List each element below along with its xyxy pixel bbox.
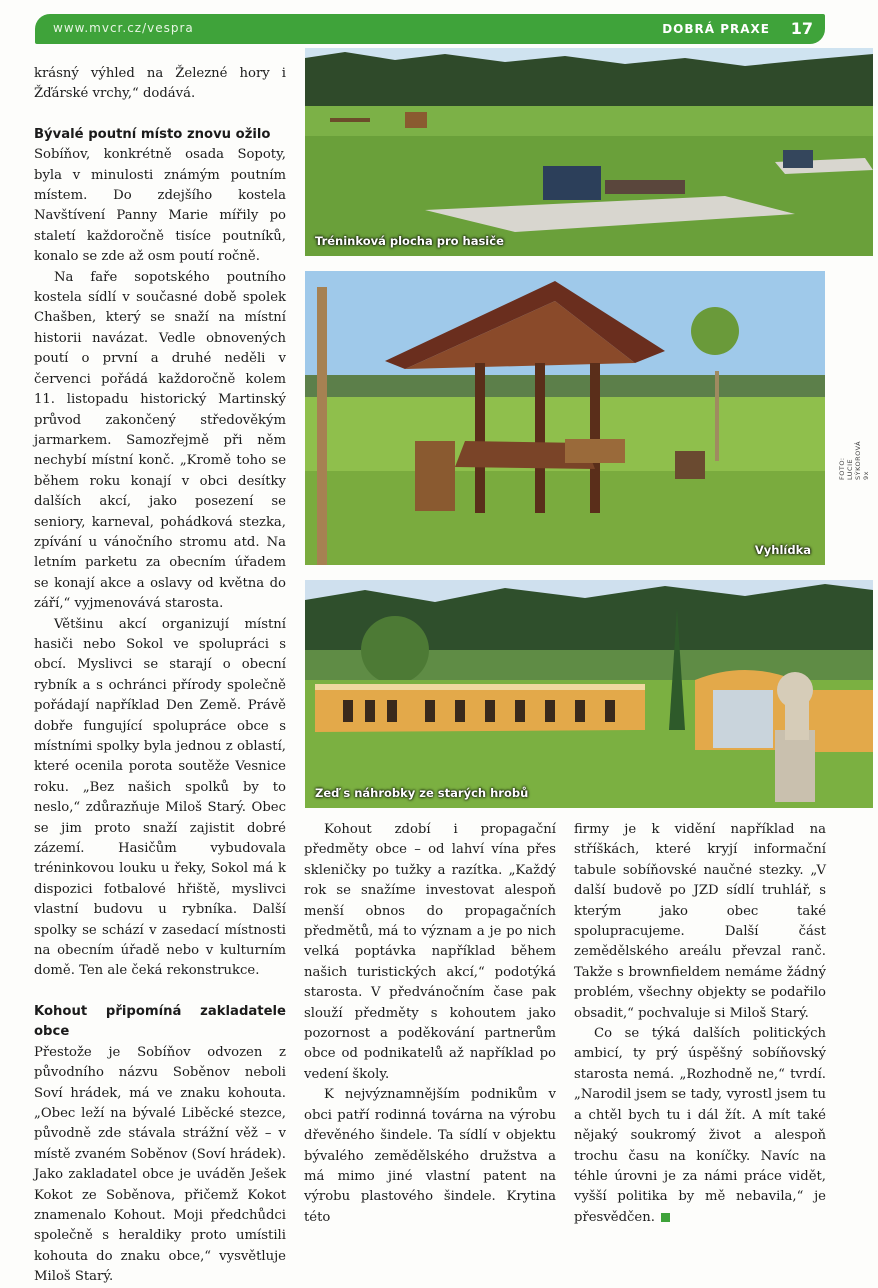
photo-credit: FOTO: LUCIE SÝKOROVÁ 9x <box>838 440 870 480</box>
photo-lookout <box>305 271 825 565</box>
photo-caption: Zeď s náhrobky ze starých hrobů <box>315 786 529 800</box>
photo-caption: Tréninková plocha pro hasiče <box>315 234 504 248</box>
website-link[interactable]: www.mvcr.cz/vespra <box>53 21 194 35</box>
paragraph: Sobíňov, konkrétně osada Sopoty, byla v minulosti známým poutním místem. Do zdejšího kostela Navštívení Panny Marie mířily po staletí každoročně tisíce poutníků, konalo se zde až osm poutí ročně. <box>34 147 286 265</box>
article-column-2 <box>304 820 556 1228</box>
end-of-article-mark <box>661 1213 670 1222</box>
photo-training-area <box>305 48 873 256</box>
closing-paragraph-text: Co se týká dalších politických ambicí, ty prý úspěšný sobíňovský starosta nemá. „Rozhodně ne,“ tvrdí. „Narodil jsem se tady, vyrostl jsem tu a chtěl bych tu i dál žít. A mít také nějaký soukromý život a alespoň trochu času na koníčky. Navíc na téhle úrovni je za námi práce vidět, vyšší politika by mě nebavila,“ je přesvědčen. <box>574 1026 826 1225</box>
paragraph <box>574 1024 826 1228</box>
article-column-1 <box>34 64 286 1288</box>
paragraph: Kohout zdobí i propagační předměty obce – od lahví vína přes skleničky po tužky a razítka. „Každý rok se snažíme investovat alespoň menší obnos do propagačních předmětů, má to význam a je po nich velká poptávka například během našich turistických akcí,“ podotýká starosta. V předvánočním čase pak slouží předměty s kohoutem jako pozornost a poděkování partnerům obce od podnikatelů až například po vedení školy. <box>304 822 556 1082</box>
intro-paragraph: krásný výhled na Železné hory i Žďárské vrchy,“ dodává. <box>34 66 286 102</box>
subheading-rooster: Kohout připomíná zakladatele obce <box>34 1003 286 1040</box>
page-number: 17 <box>790 19 813 38</box>
paragraph: Přestože je Sobíňov odvozen z původního názvu Soběnov neboli Soví hrádek, má ve znaku kohouta. „Obec leží na bývalé Liběcké stezce, původně zde stávala strážní věž – v místě zvaném Soběnov (Soví hrádek). Jako zakladatel obce je uváděn Ješek Kokot ze Soběnova, přičemž Kokot znamenalo Kohout. Moji předchůdci společně s heraldiky proto umístili kohouta do znaku obce,“ vysvětluje Miloš Starý. <box>34 1044 286 1285</box>
section-title: DOBRÁ PRAXE <box>662 22 770 36</box>
article-column-3 <box>574 820 826 1228</box>
paragraph: firmy je k vidění například na stříškách, které kryjí informační tabule sobíňovské naučné stezky. „V další budově po JZD sídlí truhlář, s kterým jako obec také spolupracujeme. Další část zemědělského areálu převzal ranč. Takže s brownfieldem nemáme žádný problém, všechny objekty se podařilo obsadit,“ pochvaluje si Miloš Starý. <box>574 822 826 1021</box>
paragraph: Na faře sopotského poutního kostela sídlí v současné době spolek Chašben, který se snaží na místní historii navázat. Vedle obnovených poutí o první a druhé neděli v červenci pořádá každoročně kolem 11. listopadu historický Martinský průvod zakončený středověkým jarmarkem. Samozřejmě při něm nechybí místní konč. „Kromě toho se během roku konají v obci desítky dalších akcí, jako posezení se seniory, karneval, pohádková stezka, zpívání u vánočního stromu atd. Na letním parketu za obecním úřadem se konají akce a oslavy od května do září,“ vyjmenovává starosta. <box>34 269 286 612</box>
subheading-pilgrimage: Bývalé poutní místo znovu ožilo <box>34 126 271 142</box>
header-bar <box>35 14 825 44</box>
paragraph: K nejvýznamnějším podnikům v obci patří rodinná továrna na výrobu dřevěného šindele. Ta sídlí v objektu bývalého zemědělského družstva a má mimo jiné vlastní patent na výrobu plastového šindele. Krytina této <box>304 1087 556 1225</box>
photo-tombstone-wall <box>305 580 873 808</box>
photo-caption: Vyhlídka <box>754 543 811 557</box>
paragraph: Většinu akcí organizují místní hasiči nebo Sokol ve spolupráci s obcí. Myslivci se starají o obecní rybník a s ochránci přírody společně pořádají například Den Země. Právě dobře fungující spolupráce obce s místními spolky byla jednou z oblastí, které ocenila porota soutěže Vesnice roku. „Bez našich spolků by to neslo,“ zdůrazňuje Miloš Starý. Obec se jim proto snaží zajistit dobré zázemí. Hasičům vybudovala tréninkovou louku u řeky, Sokol má k dispozici fotbalové hřiště, myslivci vlastní budovu u rybníka. Další spolky se schází v zasedací místnosti na obecním úřadě nebo v kulturním domě. Ten ale čeká rekonstrukce. <box>34 616 286 979</box>
